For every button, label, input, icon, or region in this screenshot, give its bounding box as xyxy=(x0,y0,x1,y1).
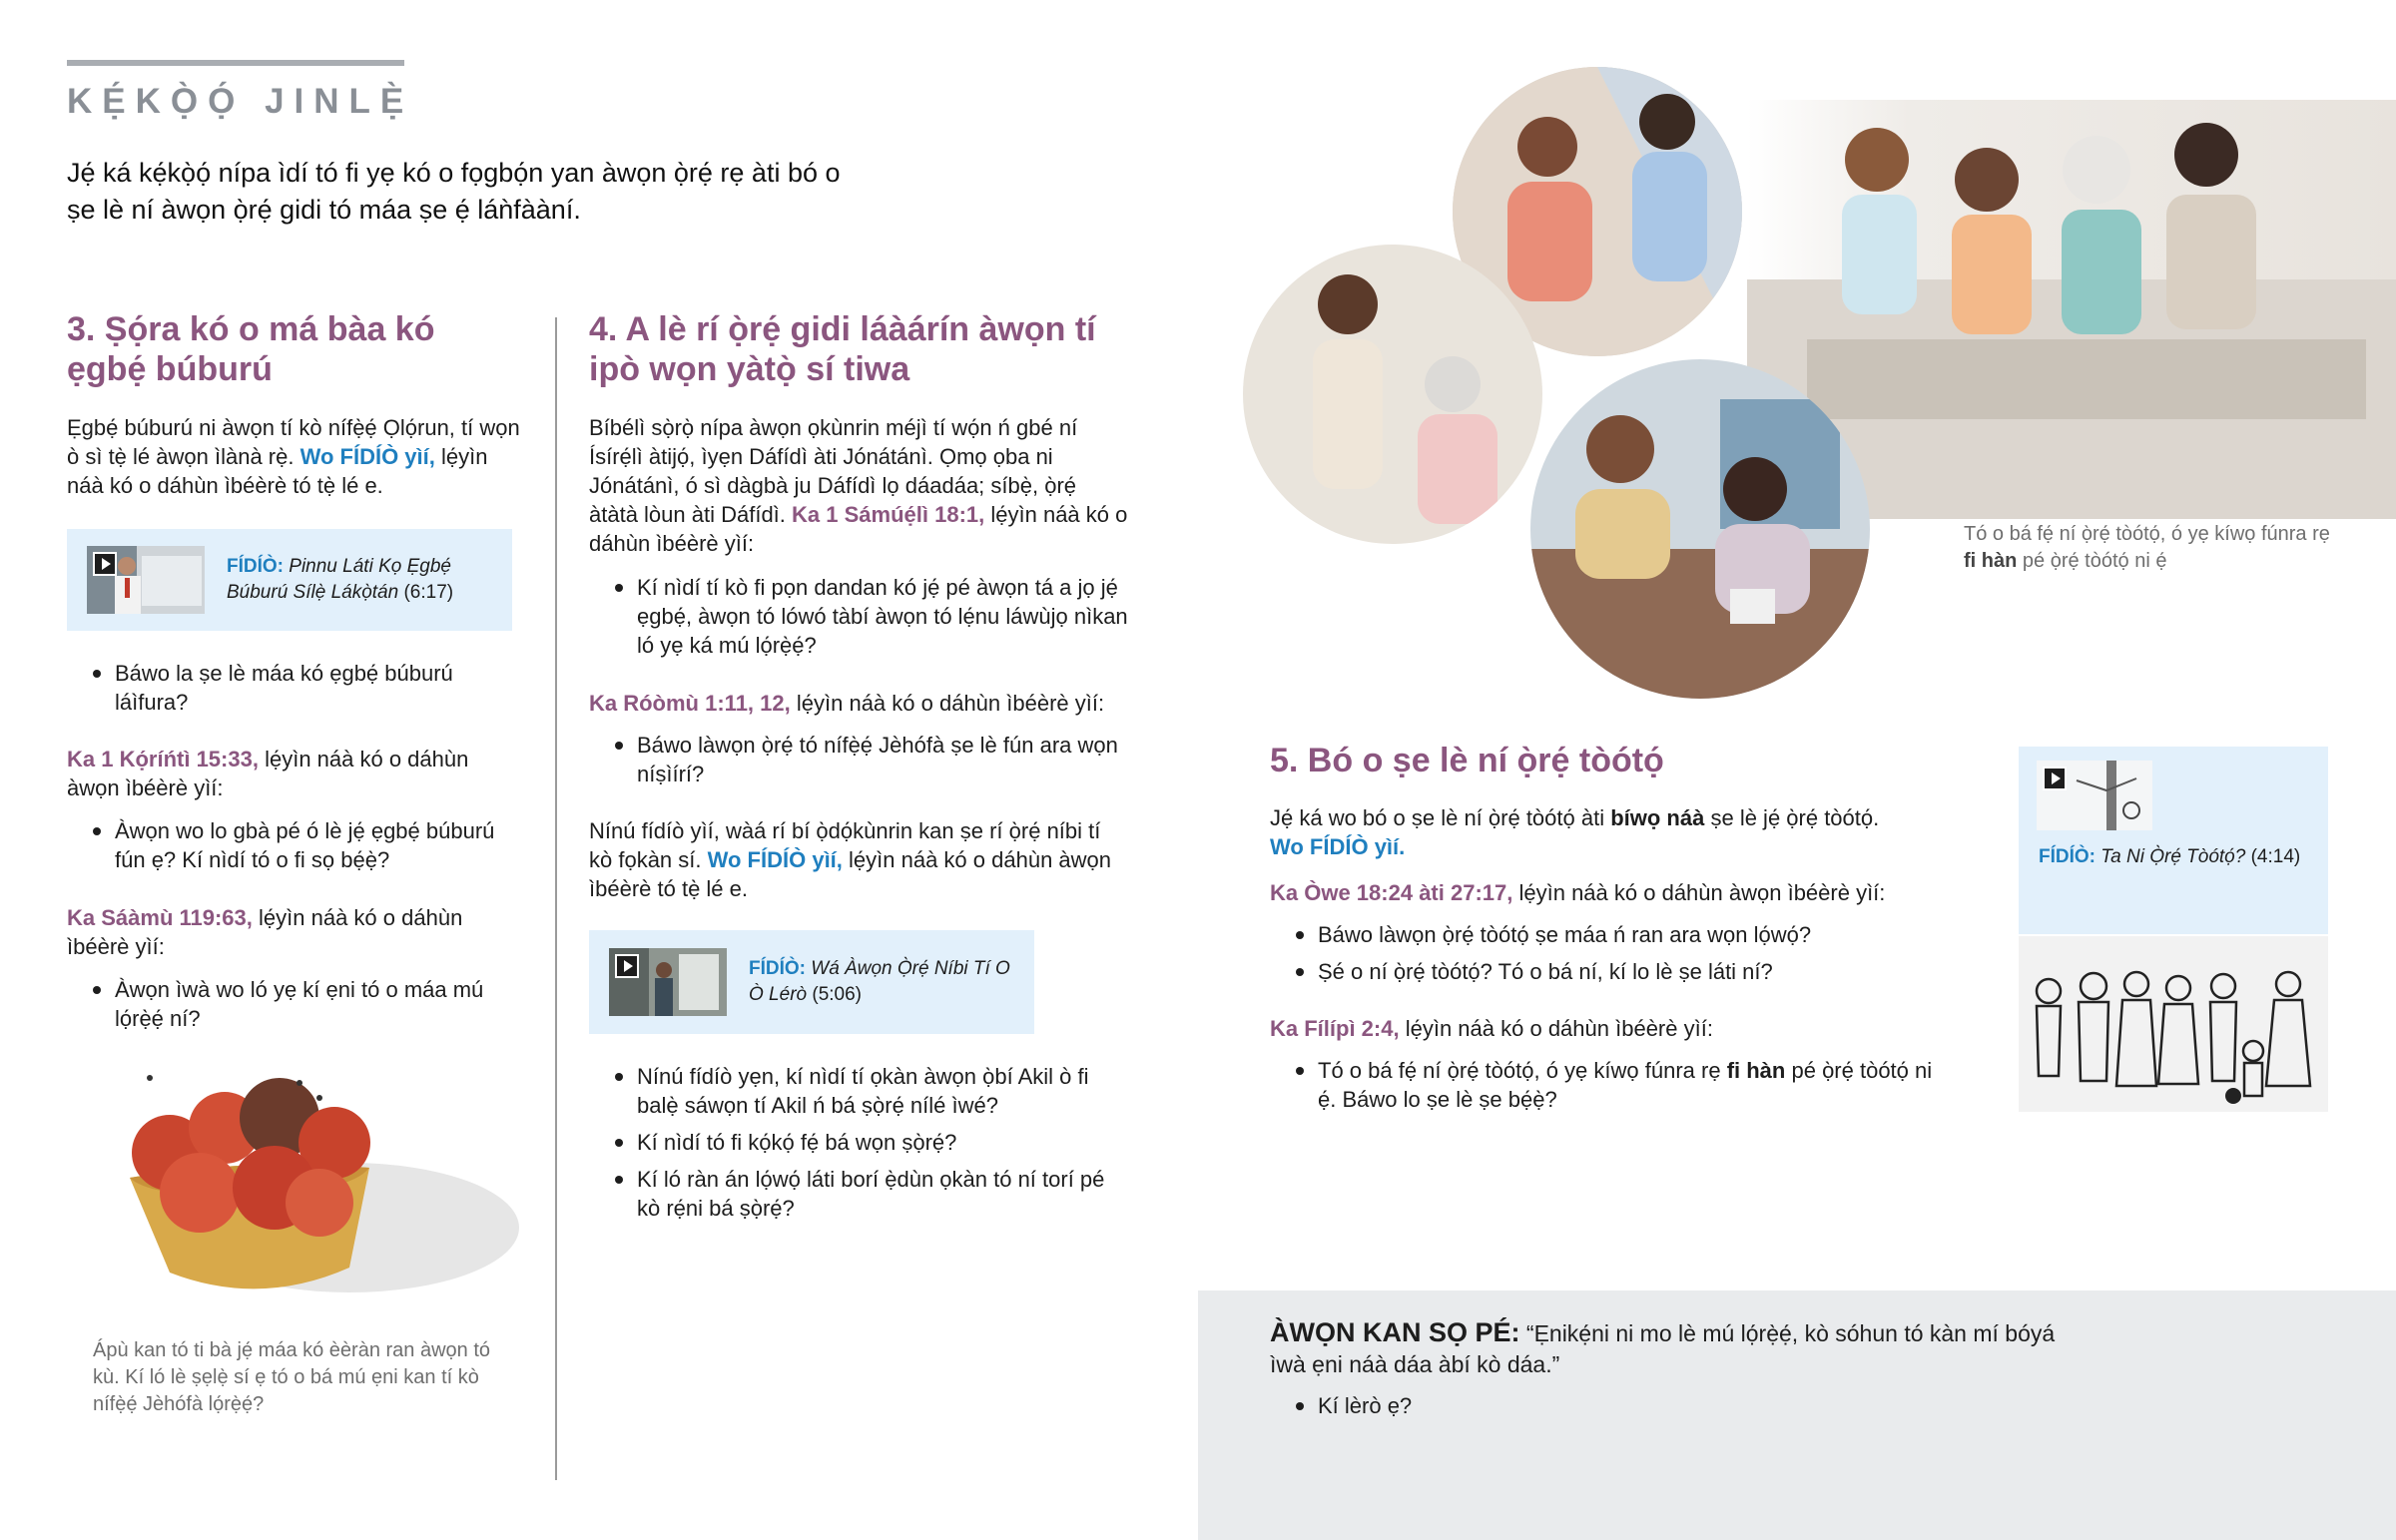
video-card-unexpected-friends[interactable] xyxy=(589,930,1034,1034)
section-4-ref-2: Ka Róòmù 1:11, 12, lẹ́yìn náà kó o dáhùn ìbéèrè yìí: xyxy=(589,691,1105,716)
section-5-video-link[interactable]: Wo FÍDÍÒ yìí. xyxy=(1270,834,1406,859)
section-3-paragraph: Ẹgbẹ́ búburú ni àwọn tí kò nífẹ̀ẹ́ Ọlọ́run, tí wọn ò sì tẹ̀ lé àwọn ìlànà rẹ̀. Wo FÍDÍÒ yìí, lẹ́yìn náà kó o dáhùn ìbéèrè tó tẹ̀ lé e. xyxy=(67,415,520,498)
diverse-friends-illustration xyxy=(2019,936,2328,1112)
section-4-question-list-2 xyxy=(589,731,1128,796)
section-4-paragraph: Bíbélì sọ̀rọ̀ nípa àwọn ọkùnrin méjì tí wọ́n ń gbé ní Ísírẹ́lì àtijọ́, ìyẹn Dáfídì àti Jónátánì. Ọmọ ọba ni Jónátánì, ó sì dàgbà ju Dáfídì lọ dáadáa; síbẹ̀, ọ̀rẹ́ àtàtà lòun àti Dáfídì. Ka 1 Sámúẹ́lì 18:1, lẹ́yìn náà kó o dáhùn ìbéèrè yìí: xyxy=(589,415,1128,556)
section-3-ref-1: Ka 1 Kọ́ríńtì 15:33, lẹ́yìn náà kó o dáhùn àwọn ìbéèrè yìí: xyxy=(67,747,469,800)
photo-circle-comforting xyxy=(1530,359,1870,699)
scripture-link[interactable]: Ka Òwe 18:24 àti 27:17, xyxy=(1270,880,1513,905)
scripture-link[interactable]: Ka Sáàmù 119:63, xyxy=(67,905,253,930)
section-5-title: 5. Bó o ṣe lè ní ọ̀rẹ́ tòótọ́ xyxy=(1270,742,1664,779)
section-4-paragraph-2: Nínú fídíò yìí, wàá rí bí ọ̀dọ́kùnrin kan ṣe rí ọ̀rẹ́ níbi tí kò fọkàn sí. Wo FÍDÍÒ yìí, lẹ́yìn náà kó o dáhùn àwọn ìbéèrè tó tẹ̀ lé e. xyxy=(589,818,1112,901)
section-3-video-link[interactable]: Wo FÍDÍÒ yìí, xyxy=(300,444,435,469)
section-3-title: 3. Ṣọ́ra kó o má bàa kó ẹgbẹ́ búburú xyxy=(67,310,435,388)
video-label: FÍDÍÒ: Wá Àwọn Ọ̀rẹ́ Níbi Tí O Ò Lérò (5:06) xyxy=(749,958,1010,1005)
play-icon[interactable] xyxy=(2043,767,2067,790)
video-thumbnail[interactable] xyxy=(87,546,205,614)
list-item: Tó o bá fẹ́ ní ọ̀rẹ́ tòótọ́, ó yẹ kíwọ fúnra rẹ fi hàn pé ọ̀rẹ́ tòótọ́ ni ẹ́. Báwo lo ṣe lè ṣe bẹ́ẹ̀? xyxy=(1270,1056,1949,1114)
list-item: Báwo la ṣe lè máa kó ẹgbẹ́ búburú láìfura? xyxy=(67,659,526,717)
video-thumbnail[interactable] xyxy=(609,948,727,1016)
section-5-ref-2: Ka Fílípì 2:4, lẹ́yìn náà kó o dáhùn ìbéèrè yìí: xyxy=(1270,1016,1713,1041)
intro-paragraph: Jẹ́ ká kẹ́kọ̀ọ́ nípa ìdí tó fi yẹ kó o fọgbọ́n yan àwọn ọ̀rẹ́ rẹ àti bó o ṣe lè ní àwọn ọ̀rẹ́ gidi tó máa ṣe ẹ́ láǹfààní. xyxy=(67,158,841,225)
section-4-question-list-1 xyxy=(589,573,1128,668)
others-say-question-list xyxy=(1270,1391,1949,1428)
others-say-quote: “Ẹnikẹ́ni ni mo lè mú lọ́rẹ̀ẹ́, kò sóhun tó kàn mí bóyá ìwà ẹni náà dáa àbí kò dáa.” xyxy=(1270,1320,2056,1377)
comforting-friend-photo xyxy=(1530,359,1870,699)
header-rule xyxy=(67,60,404,66)
photo-caption: Tó o bá fẹ́ ní ọ̀rẹ́ tòótọ́, ó yẹ kíwọ fúnra rẹ fi hàn pé ọ̀rẹ́ tòótọ́ ni ẹ́ xyxy=(1964,523,2330,572)
list-item: Nínú fídíò yẹn, kí nìdí tí ọkàn àwọn ọ̀bí Akil ò fi balẹ̀ sáwọn tí Akil ń bá ṣọ̀rẹ́ nílé ìwé? xyxy=(589,1062,1128,1120)
list-item: Kí nìdí tó fi kọ́kọ́ fẹ́ bá wọn ṣọ̀rẹ́? xyxy=(589,1128,1128,1157)
list-item: Kí nìdí tí kò fi pọn dandan kó jẹ́ pé àwọn tá a jọ jẹ́ ẹgbẹ́, àwọn tó lówó tàbí àwọn tó lẹ́nu láwùjọ nìkan ló yẹ ká mú lọ́rẹ̀ẹ́? xyxy=(589,573,1128,660)
list-item: Báwo làwọn ọ̀rẹ́ tó nífẹ̀ẹ́ Jèhófà ṣe lè fún ara wọn níṣìírí? xyxy=(589,731,1128,788)
others-say-text xyxy=(1270,1317,2089,1380)
play-icon[interactable] xyxy=(93,552,117,576)
section-4-video-link[interactable]: Wo FÍDÍÒ yìí, xyxy=(707,847,843,872)
section-4-title: 4. A lè rí ọ̀rẹ́ gidi láàárín àwọn tí ipò wọn yàtọ̀ sí tiwa xyxy=(589,310,1096,388)
play-icon[interactable] xyxy=(615,954,639,978)
list-item: Àwọn ìwà wo ló yẹ kí ẹni tó o máa mú lọ́rẹ̀ẹ́ ní? xyxy=(67,975,526,1033)
section-kicker: KẸ́KỌ̀Ọ́ JINLẸ̀ xyxy=(67,82,414,121)
section-3-question-list-1 xyxy=(67,659,526,725)
others-say-label: ÀWỌN KAN SỌ PÉ: xyxy=(1270,1317,1520,1347)
section-5-paragraph: Jẹ́ ká wo bó o ṣe lè ní ọ̀rẹ́ tòótọ́ àti bíwọ náà ṣe lè jẹ́ ọ̀rẹ́ tòótọ́. Wo FÍDÍÒ yìí. xyxy=(1270,805,1880,859)
scripture-link[interactable]: Ka Fílípì 2:4, xyxy=(1270,1016,1400,1041)
friends-line-drawing xyxy=(2019,936,2328,1112)
scripture-link[interactable]: Ka Róòmù 1:11, 12, xyxy=(589,691,791,716)
section-5-question-list-1 xyxy=(1270,920,1949,994)
scripture-link[interactable]: Ka 1 Sámúẹ́lì 18:1, xyxy=(792,502,985,527)
column-divider xyxy=(555,317,557,1480)
photo-circle-elderly-visit xyxy=(1243,245,1542,544)
video-card-true-friend[interactable] xyxy=(2019,747,2328,934)
scripture-link[interactable]: Ka 1 Kọ́ríńtì 15:33, xyxy=(67,747,259,771)
list-item: Kí ló ràn án lọ́wọ́ láti borí ẹ̀dùn ọkàn tó ní torí pé kò rẹ́ni bá ṣọ̀rẹ́? xyxy=(589,1165,1128,1223)
list-item: Àwọn wo lo gbà pé ó lè jẹ́ ẹgbẹ́ búburú fún ẹ? Kí nìdí tó o fi sọ bẹ́ẹ̀? xyxy=(67,816,526,874)
list-item: Báwo làwọn ọ̀rẹ́ tòótọ́ ṣe máa ń ran ara wọn lọ́wọ́? xyxy=(1270,920,1949,949)
video-card-bad-association[interactable] xyxy=(67,529,512,631)
section-5-question-list-2 xyxy=(1270,1056,1949,1122)
apple-basket-illustration xyxy=(110,1018,529,1327)
video-label: FÍDÍÒ: Ta Ni Ọ̀rẹ́ Tòótọ́? (4:14) xyxy=(2039,846,2301,867)
video-label: FÍDÍÒ: Pinnu Láti Kọ Ẹgbẹ́ Búburú Sílẹ̀ Lákọ̀tán (6:17) xyxy=(227,556,454,603)
list-item: Kí lèrò ẹ? xyxy=(1270,1391,1949,1420)
section-4-question-list-3 xyxy=(589,1062,1128,1231)
video-thumbnail[interactable] xyxy=(2037,761,2152,830)
section-5-ref-1: Ka Òwe 18:24 àti 27:17, lẹ́yìn náà kó o dáhùn àwọn ìbéèrè yìí: xyxy=(1270,880,1886,905)
section-3-question-list-2 xyxy=(67,816,526,882)
apple-caption: Ápù kan tó ti bà jẹ́ máa kó èèràn ran àwọn tó kù. Kí ló lè ṣẹlẹ̀ sí ẹ tó o bá mú ẹni kan tí kò nífẹ̀ẹ́ Jèhófà lọ́rẹ̀ẹ́? xyxy=(93,1339,491,1415)
elderly-visit-photo xyxy=(1243,245,1542,544)
section-3-ref-2: Ka Sáàmù 119:63, lẹ́yìn náà kó o dáhùn ìbéèrè yìí: xyxy=(67,905,463,959)
list-item: Ṣé o ní ọ̀rẹ́ tòótọ́? Tó o bá ní, kí lo lè ṣe láti ní? xyxy=(1270,957,1949,986)
